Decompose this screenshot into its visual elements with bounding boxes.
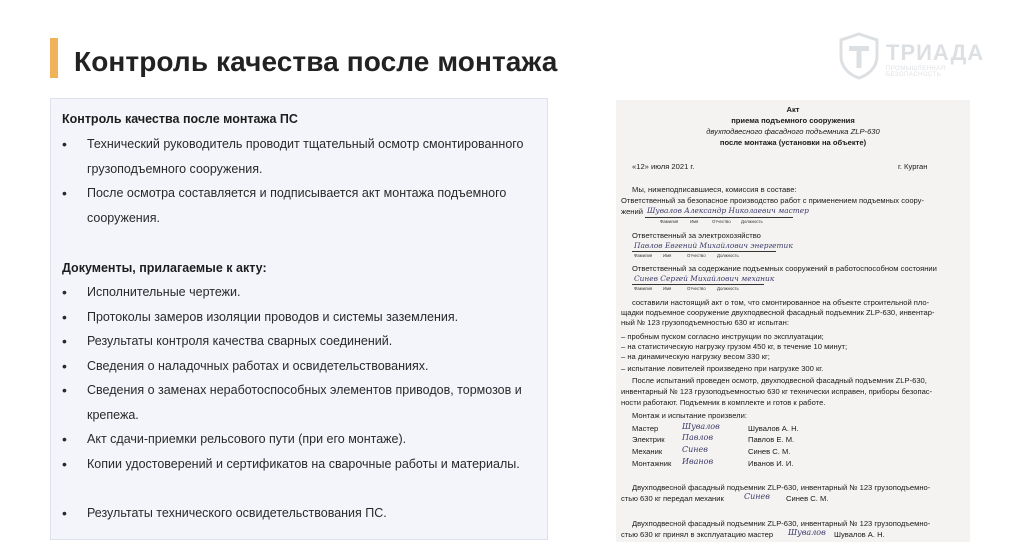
list-item: • Результаты контроля качества сварных соединений. [62, 329, 532, 354]
doc-caption: Имя [690, 219, 699, 224]
doc-text: Шувалов А. Н. [748, 424, 799, 433]
doc-text: Двухподвесной фасадный подъемник ZLP-630, инвентарный № 123 грузоподъемно- [632, 483, 931, 492]
doc-text: – на динамическую нагрузку весом 330 кг; [621, 352, 770, 361]
list-item: • Результаты технического освидетельствования ПС. [62, 501, 532, 526]
doc-text: Синев С. М. [786, 494, 829, 503]
doc-text: – на статистическую нагрузку грузом 450 кг, в течение 10 минут; [621, 342, 848, 351]
triada-logo [838, 32, 988, 82]
bullet-icon: • [62, 505, 67, 521]
list-item: • Акт сдачи-приемки рельсового пути (при его монтаже). [62, 427, 532, 452]
doc-caption: Должность [741, 219, 763, 224]
act-document-image [616, 100, 970, 542]
bullet-icon: • [62, 333, 67, 349]
doc-text: Монтаж и испытание произвели: [632, 411, 747, 420]
doc-text: Синев С. М. [748, 447, 791, 456]
doc-text: Ответственный за безопасное производство работ с применением подъемных соору- [621, 196, 924, 205]
doc-caption: Должность [717, 253, 739, 258]
logo-tagline: ПРОМЫШЛЕННАЯ БЕЗОПАСНОСТЬ [886, 66, 946, 78]
section-heading-documents: Документы, прилагаемые к акту: [62, 261, 267, 275]
doc-text: Механик [632, 447, 663, 456]
doc-handwriting: Шувалов Александр Николаевич мастер [647, 206, 809, 215]
doc-text: – пробным пуском согласно инструкции по эксплуатации; [621, 332, 824, 341]
doc-text: Мастер [632, 424, 659, 433]
doc-underline [645, 217, 793, 218]
doc-text: Ответственный за содержание подъемных сооружений в работоспособном состоянии [632, 264, 937, 273]
doc-caption: Должность [717, 286, 739, 291]
title-accent-bar [50, 38, 58, 78]
doc-title: Акт [786, 105, 800, 114]
doc-caption: Отчество [687, 253, 706, 258]
list-item: • После осмотра составляется и подписывается акт монтажа подъемного сооружения. [62, 181, 532, 231]
doc-city: г. Курган [898, 162, 928, 171]
doc-signature: Синев [682, 445, 708, 454]
doc-underline [632, 284, 764, 285]
list-item: • Исполнительные чертежи. [62, 280, 532, 305]
doc-text: стью 630 кг принял в эксплуатацию мастер [621, 530, 774, 539]
doc-date: «12» июля 2021 г. [632, 162, 695, 171]
doc-text: Иванов И. И. [748, 459, 794, 468]
doc-handwriting: Павлов Евгений Михайлович энергетик [634, 241, 793, 250]
doc-text: После испытаний проведен осмотр, двухподвесной фасадный подъемник ZLP-630, [632, 376, 927, 385]
doc-text: ности работают. Подъемник в комплекте и готов к работе. [621, 398, 826, 407]
page-title: Контроль качества после монтажа [74, 46, 558, 77]
doc-handwriting: Синев Сергей Михайлович механик [634, 274, 775, 283]
bullet-icon: • [62, 382, 67, 398]
doc-text: Монтажник [632, 459, 672, 468]
bullet-icon: • [62, 431, 67, 447]
doc-caption: Имя [663, 253, 672, 258]
doc-text: Двухподвесной фасадный подъемник ZLP-630, инвентарный № 123 грузоподъемно- [632, 519, 931, 528]
doc-text: стью 630 кг передал механик [621, 494, 724, 503]
logo-brand-text: ТРИАДА [886, 40, 985, 65]
doc-caption: Фамилия [660, 219, 679, 224]
doc-text: – испытание ловителей произведено при нагрузке 300 кг. [621, 364, 824, 373]
doc-signature: Шувалов [682, 422, 720, 431]
doc-caption: Фамилия [634, 286, 653, 291]
doc-caption: Отчество [712, 219, 731, 224]
doc-signature: Синев [744, 492, 770, 501]
doc-caption: Отчество [687, 286, 706, 291]
list-item: • Технический руководитель проводит тщательный осмотр смонтированного грузоподъемного сооружения. [62, 132, 532, 182]
bullet-icon: • [62, 309, 67, 325]
doc-text: щадки подъемное сооружение двухподвесной фасадный подъемник ZLP-630, инвентар- [621, 308, 935, 317]
doc-signature: Шувалов [788, 528, 826, 537]
doc-text: Электрик [632, 435, 665, 444]
doc-text: ный № 123 грузоподъемностью 630 кг испытан: [621, 318, 789, 327]
doc-subtitle: приема подъемного сооружения [731, 116, 855, 125]
bullet-icon: • [62, 185, 67, 201]
doc-text: Павлов Е. М. [748, 435, 795, 444]
doc-caption: Фамилия [634, 253, 653, 258]
doc-signature: Павлов [682, 433, 713, 442]
list-item: • Сведения о заменах неработоспособных элементов приводов, тормозов и крепежа. [62, 378, 532, 428]
content-panel [50, 98, 548, 540]
doc-text: Шувалов А. Н. [834, 530, 885, 539]
doc-underline [632, 251, 776, 252]
doc-subtitle: после монтажа (установки на объекте) [719, 138, 867, 147]
doc-subtitle: двухподвесного фасадного подъемника ZLP-630 [706, 127, 880, 136]
doc-text: Ответственный за электрохозяйство [632, 231, 761, 240]
doc-text: составили настоящий акт о том, что смонтированное на объекте строительной пло- [632, 298, 930, 307]
bullet-icon: • [62, 284, 67, 300]
doc-text: инвентарный № 123 грузоподъемностью 630 кг технически исправен, приборы безопас- [621, 387, 933, 396]
bullet-icon: • [62, 358, 67, 374]
doc-caption: Имя [663, 286, 672, 291]
bullet-icon: • [62, 456, 67, 472]
doc-signature: Иванов [682, 457, 714, 466]
list-item: • Протоколы замеров изоляции проводов и системы заземления. [62, 305, 532, 330]
section-heading-quality: Контроль качества после монтажа ПС [62, 112, 298, 126]
list-item: • Сведения о наладочных работах и освидетельствованиях. [62, 354, 532, 379]
doc-text: Мы, нижеподписавшиеся, комиссия в составе: [632, 185, 797, 194]
bullet-icon: • [62, 136, 67, 152]
doc-text: жений [621, 207, 643, 216]
list-item: • Копии удостоверений и сертификатов на сварочные работы и материалы. [62, 452, 532, 477]
shield-t-icon [838, 32, 880, 80]
